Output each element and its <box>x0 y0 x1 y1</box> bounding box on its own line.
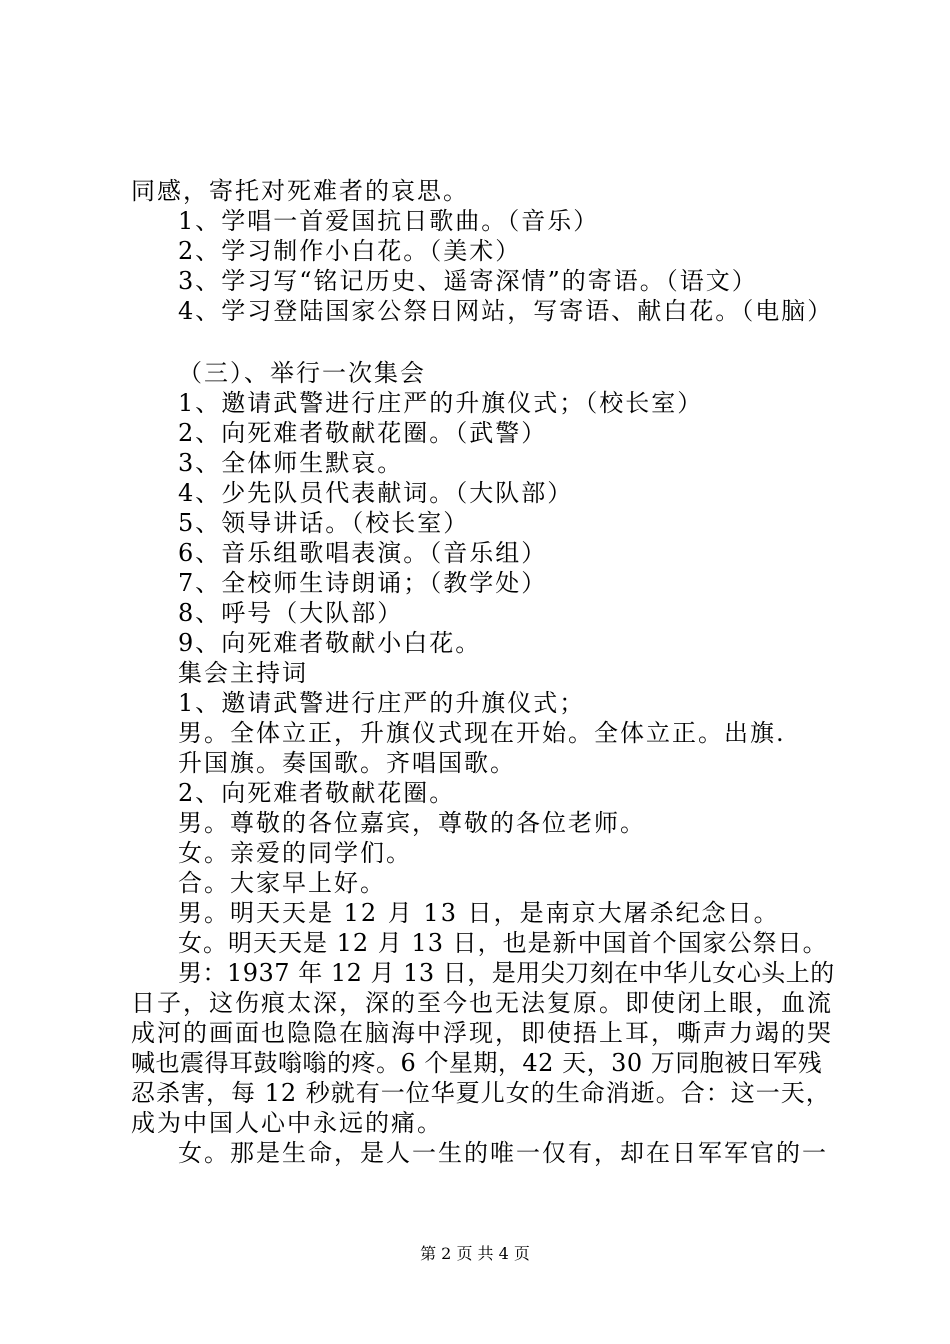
page-footer: 第 2 页 共 4 页 <box>420 1244 530 1263</box>
text-line: 8、呼号（大队部） <box>178 599 404 627</box>
text-line: 7、全校师生诗朗诵；（教学处） <box>178 569 548 597</box>
text-line: 合。大家早上好。 <box>178 869 386 897</box>
text-line: 成河的画面也隐隐在脑海中浮现，即使捂上耳，嘶声力竭的哭 <box>131 1019 833 1047</box>
text-line: 喊也震得耳鼓嗡嗡的疼。6 个星期，42 天，30 万同胞被日军残 <box>131 1049 823 1077</box>
text-line: 2、向死难者敬献花圈。（武警） <box>178 419 548 447</box>
text-line: 6、音乐组歌唱表演。（音乐组） <box>178 539 548 567</box>
text-line: 女。那是生命，是人一生的唯一仅有，却在日军军官的一 <box>178 1139 828 1167</box>
text-line: 日子，这伤痕太深，深的至今也无法复原。即使闭上眼，血流 <box>131 989 833 1017</box>
text-line: 女。亲爱的同学们。 <box>178 839 412 867</box>
text-line: 男。全体立正，升旗仪式现在开始。全体立正。出旗. <box>178 719 786 747</box>
text-line: 男。尊敬的各位嘉宾，尊敬的各位老师。 <box>178 809 646 837</box>
text-line: 5、领导讲话。（校长室） <box>178 509 470 537</box>
section-heading: 集会主持词 <box>178 659 308 687</box>
text-line: 忍杀害，每 12 秒就有一位华夏儿女的生命消逝。合：这一天， <box>131 1079 831 1107</box>
text-line: 3、学习写“铭记历史、遥寄深情”的寄语。（语文） <box>178 267 758 295</box>
section-heading: （三）、举行一次集会 <box>178 359 426 387</box>
text-line: 4、学习登陆国家公祭日网站，写寄语、献白花。（电脑） <box>178 297 834 325</box>
text-line: 升国旗。奏国歌。齐唱国歌。 <box>178 749 516 777</box>
text-line: 2、学习制作小白花。（美术） <box>178 237 522 265</box>
text-line: 女。明天天是 12 月 13 日，也是新中国首个国家公祭日。 <box>178 929 828 957</box>
text-line: 男。明天天是 12 月 13 日，是南京大屠杀纪念日。 <box>178 899 780 927</box>
text-line: 9、向死难者敬献小白花。 <box>178 629 482 657</box>
text-line: 1、学唱一首爱国抗日歌曲。（音乐） <box>178 207 600 235</box>
text-line: 3、全体师生默哀。 <box>178 449 404 477</box>
text-line: 1、邀请武警进行庄严的升旗仪式；（校长室） <box>178 389 704 417</box>
text-line: 男：1937 年 12 月 13 日，是用尖刀刻在中华儿女心头上的 <box>178 959 835 987</box>
text-line: 1、邀请武警进行庄严的升旗仪式； <box>178 689 586 717</box>
text-line: 2、向死难者敬献花圈。 <box>178 779 456 807</box>
text-line: 成为中国人心中永远的痛。 <box>131 1109 443 1137</box>
text-line: 4、少先队员代表献词。（大队部） <box>178 479 574 507</box>
text-line: 同感，寄托对死难者的哀思。 <box>131 177 469 205</box>
